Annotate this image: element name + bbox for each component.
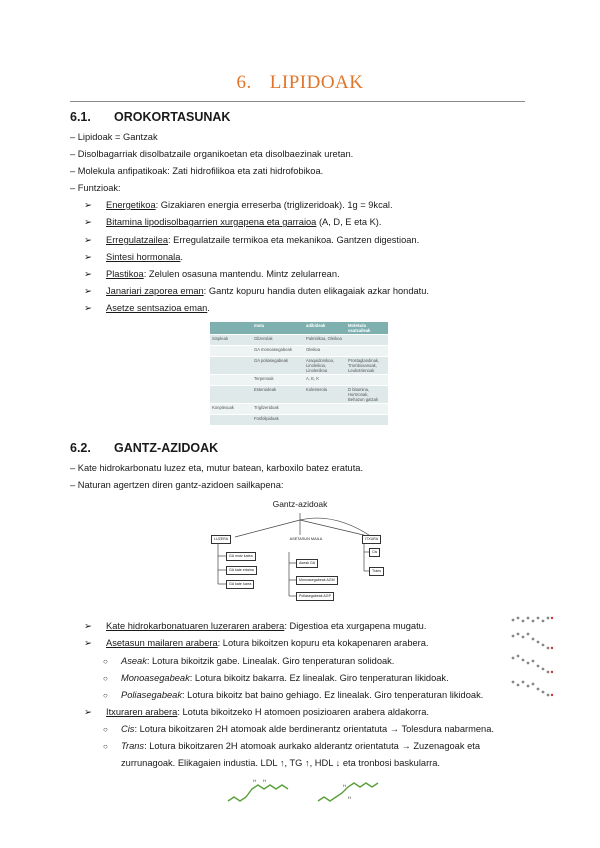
list-item: – Kate hidrokarbonatu luzez eta, mutur batean, karboxilo batez eratuta. [70,463,364,473]
lipid-classification-table [210,322,388,426]
table-cell: Palmitikoa, Oleikoa [304,335,346,346]
table-row [210,357,388,375]
arrow-bullet-icon: ➢ [84,621,92,631]
list-item: – Funtzioak: [70,183,121,193]
diagram-node: Trans [369,567,384,576]
diagram-node: Aseak GA [296,559,318,568]
diagram-node: GA kate ertaina [226,566,257,575]
classification-item: ➢ Itxuraren arabera: Lotuta bikoitzeko H atomoen posizioaren arabera aldakorra. [84,707,430,717]
sub-item-continuation: zurrunagoak. Elikagaien industia. LDL ↑, TG ↑, HDL ↓ eta tronbosi baskularra. [121,758,441,768]
table-cell [346,375,388,386]
table-cell: Triglizeridoak [252,404,304,415]
table-cell: Prostaglandinak, Tromboxanoak, Leukotrienoak [346,357,388,375]
table-cell [346,346,388,357]
table-cell [210,346,252,357]
function-item: ➢ Energetikoa: Gizakiaren energia erreserba (triglizeridoak). 1g = 9kcal. [84,200,393,210]
table-cell: GA poliasegabeak [252,357,304,375]
diagram-node-shape: ITXURA [362,535,381,544]
table-cell: A, E, K [304,375,346,386]
arrow-bullet-icon: ➢ [84,200,92,210]
circle-bullet-icon: ○ [103,657,108,666]
sub-item: ○ Monoasegabeak: Lotura bikoitz bakarra. Ez linealak. Giro tenperaturan likidoak. [103,673,449,683]
table-cell [210,375,252,386]
table-cell [304,415,346,426]
title-number: 6. [236,72,252,93]
table-row [210,375,388,386]
title-divider [70,101,525,102]
sub-item: ○ Aseak: Lotura bikoitzik gabe. Linealak. Giro tenperaturan solidoak. [103,656,395,666]
table-cell: Oleikoa [304,346,346,357]
table-row [210,346,388,357]
function-item: ➢ Janariari zaporea eman: Gantz kopuru handia duten elikagaiak azkar hondatu. [84,286,430,296]
table-cell: Esteroideak [252,386,304,404]
arrow-bullet-icon: ➢ [84,252,92,262]
table-cell [346,335,388,346]
list-item: – Naturan agertzen diren gantz-azidoen sailkapena: [70,480,284,490]
section-heading-6-1: 6.1. OROKORTASUNAK [70,110,231,124]
table-cell: GA monoasegabeak [252,346,304,357]
table-header-cell: mota [252,322,304,335]
diagram-node-length: LUZERA [211,535,231,544]
circle-bullet-icon: ○ [103,742,108,751]
table-cell [210,357,252,375]
function-item: ➢ Plastikoa: Zelulen osasuna mantendu. Mintz zelularrean. [84,269,340,279]
table-cell: Kolesterola [304,386,346,404]
circle-bullet-icon: ○ [103,725,108,734]
svg-text:H: H [343,783,346,788]
table-cell: Konplexuak [210,404,252,415]
sub-item: ○ Cis: Lotura bikoitzaren 2H atomoak alde berdinerantz orientatuta → Tolesdura nabarmena. [103,724,494,734]
table-header-cell [210,322,252,335]
diagram-title: Gantz-azidoak [272,499,328,509]
function-item: ➢ Bitamina lipodisolbagarrien xurgapena eta garraioa (A, D, E eta K). [84,217,382,227]
diagram-node: Monoasegabeak AGM [296,576,338,585]
table-cell: Glizerolak [252,335,304,346]
svg-text:H: H [253,778,256,783]
page-title [0,72,600,94]
diagram-node: GA kate luzea [226,580,254,589]
table-row [210,415,388,426]
table-cell [304,404,346,415]
trans-molecule-illustration [316,775,386,807]
arrow-bullet-icon: ➢ [84,303,92,313]
arrow-bullet-icon: ➢ [84,707,92,717]
svg-text:H: H [348,795,351,800]
circle-bullet-icon: ○ [103,674,108,683]
table-header-cell: adibideak [304,322,346,335]
table-header-row [210,322,388,335]
table-header-cell: Molekula osatzaileak [346,322,388,335]
function-item: ➢ Asetze sentsazioa eman. [84,303,210,313]
table-cell [210,386,252,404]
diagram-node: Poliasegabeak AGP [296,592,334,601]
diagram-node-saturation: ASETASUN MAILA [289,537,323,541]
sub-item: ○ Poliasegabeak: Lotura bikoitz bat baino gehiago. Ez linealak. Giro tenperaturan likidoak. [103,690,484,700]
section-heading-6-2: 6.2. GANTZ-AZIDOAK [70,441,219,455]
table-cell: Terpenoak [252,375,304,386]
title-text: LIPIDOAK [269,72,364,93]
table-cell [210,415,252,426]
arrow-bullet-icon: ➢ [84,217,92,227]
table-row [210,386,388,404]
svg-text:H: H [263,778,266,783]
table-cell [346,415,388,426]
table-row [210,335,388,346]
arrow-bullet-icon: ➢ [84,235,92,245]
function-item: ➢ Erregulatzailea: Erregulatzaile termikoa eta mekanikoa. Gantzen digestioan. [84,235,420,245]
arrow-bullet-icon: ➢ [84,638,92,648]
list-item: – Lipidoak = Gantzak [70,132,158,142]
list-item: – Disolbagarriak disolbatzaile organikoetan eta disolbaezinak uretan. [70,149,354,159]
diagram-node: GA motz katea [226,552,256,561]
classification-item: ➢ Kate hidrokarbonatuaren luzeraren arabera: Digestioa eta xurgapena mugatu. [84,621,427,631]
diagram-node: Cis [369,548,380,557]
circle-bullet-icon: ○ [103,691,108,700]
list-item: – Molekula anfipatikoak: Zati hidrofilikoa eta zati hidrofobikoa. [70,166,324,176]
function-item: ➢ Sintesi hormonala. [84,252,184,262]
table-cell: Fosfolipidoak [252,415,304,426]
table-row [210,404,388,415]
table-cell: Araquidonikoa, Linoleikoa, Linolenikoa [304,357,346,375]
arrow-bullet-icon: ➢ [84,269,92,279]
arrow-bullet-icon: ➢ [84,286,92,296]
classification-item: ➢ Asetasun mailaren arabera: Lotura bikoitzen kopuru eta kokapenaren arabera. [84,638,429,648]
cis-molecule-illustration [226,775,296,807]
table-cell: Sinpleak [210,335,252,346]
table-cell: D bitamina, Hormonak, Behazun gatzak [346,386,388,404]
table-cell [346,404,388,415]
sub-item: ○ Trans: Lotura bikoitzaren 2H atomoak aurkako alderantz orientatuta → Zuzenagoak eta [103,741,480,751]
fatty-acid-chains-illustration [508,612,556,700]
